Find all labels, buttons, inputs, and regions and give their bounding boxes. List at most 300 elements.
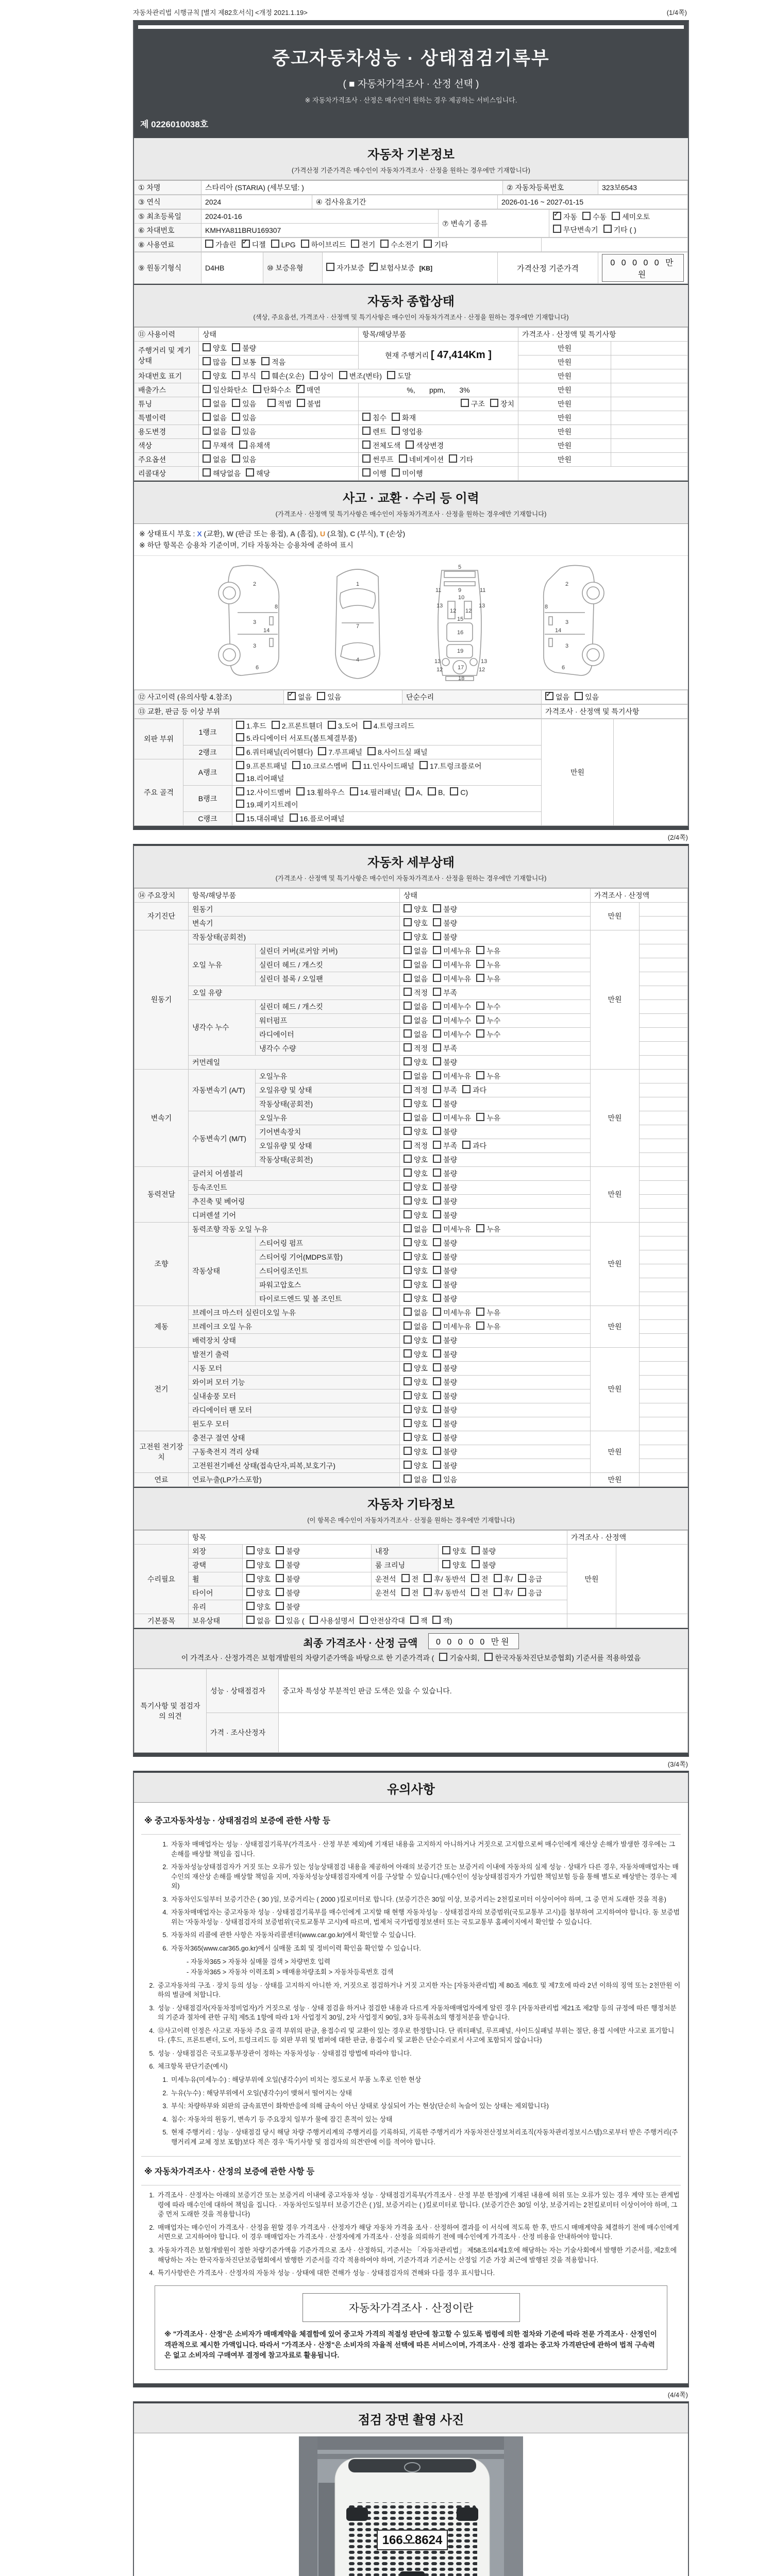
row-label: 단순수리 (402, 690, 542, 704)
checkbox (404, 1099, 412, 1107)
item-label: 보유상태 (189, 1614, 243, 1628)
checkbox (419, 761, 428, 769)
notice-item (155, 1930, 681, 1940)
checkbox-label: 상이 (320, 372, 334, 380)
checkbox-label: 잭 (420, 1616, 428, 1625)
notice-item-number: 2. (149, 1981, 155, 1989)
checkbox-label: 일산화탄소 (213, 386, 248, 394)
table-row (135, 1669, 688, 1713)
notice-item-text: 현재 주행거리 : 성능 · 상태점검 당시 해당 차량 주행거리계의 주행거리를 기록하되, 기록한 주행거리가 자동차전산정보처리조직(자동차관리정보시스템)으로부터 받은 주행거리(주행거리계 교체 정보 포함)보다 적은 경우 '특기사항 및 점검자의 의견'란에 이를 적어야 합니다. (171, 2128, 678, 2146)
svg-text:8: 8 (274, 603, 278, 610)
checkbox (404, 1419, 412, 1427)
checkbox (432, 1616, 441, 1624)
notice-item-text: 자동차성능상태점검자가 거짓 또는 오류가 있는 성능상태점검 내용을 제공하여 아래의 보증기간 또는 보증거리 이내에 자동차의 실제 성능 · 상태가 다른 경우, 자동차매매업자는 매수인의 재산상 손해를 배상할 책임을 지며, 자동차성능상태점검자에게 이를 구상할 수 있습니다.(매수인이 성능상태점검자가 가입한 책임보험 등을 통해 별도로 배상받는 경우는 제외) (171, 1863, 679, 1890)
checkbox-label: 불량 (443, 1447, 458, 1456)
notice-item-text: 중고자동차의 구조 · 장치 등의 성능 · 상태를 고지하지 아니한 자, 거짓으로 점검하거나 거짓 고지한 자는 [자동차관리법] 제 80조 제6호 및 제7호에 따라 2년 이하의 징역 또는 2천만원 이하의 벌금에 처합니다. (158, 1981, 681, 1999)
base-price-value: 0 0 0 0 0 만원 (602, 254, 684, 282)
title-stripe (138, 25, 684, 29)
item-label: 스티어링 펌프 (256, 1236, 400, 1250)
item-label: 시동 모터 (189, 1361, 400, 1375)
checkbox (476, 1308, 484, 1316)
checkbox-label: 양호 (414, 1239, 428, 1247)
checkbox-label: 적정 (414, 1086, 428, 1094)
checkbox (433, 1252, 441, 1260)
reg-no-value: 323보6543 (598, 181, 688, 195)
car-side-left-diagram (201, 561, 299, 682)
checkbox (476, 974, 484, 982)
checkbox (410, 1616, 418, 1624)
table-row (135, 397, 688, 411)
page-meta (133, 0, 687, 20)
checkbox-label: 누수 (486, 1002, 501, 1011)
item-group-label: 작동상태 (189, 1236, 256, 1306)
svg-text:3: 3 (253, 642, 256, 649)
checkbox-label: 없음 (414, 1225, 428, 1233)
car-name-value: 스타리아 (STARIA) (세부모델: ) (201, 181, 503, 195)
text: / 동반석 (441, 1588, 466, 1597)
checkbox (433, 1127, 441, 1135)
final-price-band (134, 1628, 688, 1669)
doc-subtitle: ( ■ 자동차가격조사 · 산정 선택 ) (343, 79, 479, 90)
state-options (400, 1292, 591, 1306)
state-options (400, 1013, 591, 1027)
notice-item-number: 4. (162, 2115, 168, 2123)
svg-text:13: 13 (436, 602, 443, 609)
checkbox-label: 누유 (486, 946, 501, 955)
checkbox-label: LPG (281, 241, 296, 249)
col-header (135, 1530, 189, 1544)
row-label: 기본품목 (135, 1614, 189, 1628)
checkbox (433, 988, 441, 996)
checkbox-label: 불량 (482, 1561, 496, 1569)
checkbox-label: 전 (481, 1588, 489, 1597)
checkbox-label: 양호 (414, 1058, 428, 1066)
notice-item (170, 1957, 681, 1967)
checkbox (433, 1071, 441, 1079)
checkbox (518, 1574, 526, 1582)
checkbox-label: 불량 (443, 905, 458, 913)
checkbox-label: 과다 (473, 1141, 487, 1150)
legend-note: ※ 하단 항목은 승용차 기준이며, 기타 자동차는 승용차에 준하여 표시 (139, 541, 354, 550)
checkbox (603, 225, 612, 233)
checkbox-label: 보험사보증 (380, 264, 415, 272)
checkbox (261, 371, 270, 379)
checkbox-label: 화재 (402, 414, 416, 422)
checkbox (404, 974, 412, 982)
price-unit: 만원 (591, 1166, 640, 1222)
section-detail-subtitle: (가격조사 · 산정액 및 특기사항은 매수인이 자동차가격조사 · 산정을 원하는 경우에만 기재합니다) (275, 874, 547, 882)
empty-cell (542, 238, 688, 252)
color-parts (359, 439, 518, 453)
opinion-table (134, 1669, 688, 1753)
checkbox (276, 1616, 284, 1624)
item-label: 실린더 헤드 / 개스킷 (256, 999, 400, 1013)
table-row (135, 1713, 688, 1753)
checkbox-label: 18.리어패널 (246, 774, 284, 783)
notice-item-text: - 자동차365 > 자동차 실매물 검색 > 차량번호 입력 (187, 1957, 331, 1965)
checkbox (404, 1168, 412, 1177)
checkbox (433, 1335, 441, 1344)
state-options (400, 1166, 591, 1180)
item-label: 충전구 절연 상태 (189, 1431, 400, 1445)
notice-item-text: 자동차365(www.car365.go.kr)에서 실매물 조회 및 정비이력 확인을 확인할 수 있습니다. (171, 1944, 421, 1952)
notice-item-text: 자동차가격은 보험개발원이 정한 차량기준가액을 기준가격으로 조사 · 산정하되, 기준서는 「자동차관리법」 제58조의4제1호에 해당하는 자는 기술사회에서 발행한 기준서를, 제2호에 해당하는 자는 한국자동차진단보증협회에서 발행한 기준서를 각각 적용하여야 하며, 기준가격과 기준서는 산정일 기준 가장 최근에 발행된 것을 적용합니다. (158, 2246, 677, 2264)
svg-text:5: 5 (458, 564, 461, 570)
price-blank (640, 1194, 688, 1208)
item-label: 배력장치 상태 (189, 1333, 400, 1347)
svg-text:10: 10 (458, 594, 464, 601)
item-label: 고전원전기배선 상태(접속단자,피복,보호기구) (189, 1459, 400, 1472)
price-unit: 만원 (518, 383, 611, 397)
notice-item-text: ⑫사고이력 인정은 사고로 자동차 주요 골격 부위의 판금, 용접수리 및 교환이 있는 경우로 한정합니다. 단 쿼터패널, 루프패널, 사이드실패널 부위는 절단, 용접 시에만 사고로 표기합니다. (후드, 프론트펜더, 도어, 트렁크리드 등 외판 부위 및 범퍼에 대한 판금, 용접수리 및 교환은 단순수리로서 사고에 포함되지 않습니다) (158, 2026, 675, 2044)
device-label: 자기진단 (135, 902, 189, 930)
checkbox-label: 과다 (473, 1086, 487, 1094)
transmission-group-2 (553, 225, 684, 235)
svg-text:14: 14 (554, 627, 561, 634)
rankA-line2 (236, 773, 537, 784)
row-label: 특기사항 및 점검자의 의견 (135, 1669, 207, 1753)
checkbox (261, 357, 270, 365)
checkbox-label: 자가보증 (337, 264, 365, 272)
main-option-options (199, 453, 359, 467)
item-group-label: 수동변속기 (M/T) (189, 1111, 256, 1166)
checkbox-label: 미이행 (402, 469, 423, 478)
checkbox-label: 양호 (414, 1127, 428, 1136)
checkbox-label: 10.크로스멤버 (303, 761, 348, 770)
tire-positions (372, 1586, 567, 1600)
svg-text:13: 13 (434, 658, 441, 665)
state-options (400, 1139, 591, 1153)
checkbox-label: 양호 (414, 1419, 428, 1428)
item-label: 타이로드엔드 및 볼 조인트 (256, 1292, 400, 1306)
price-blank (640, 1236, 688, 1250)
state-options (400, 972, 591, 986)
checkbox (203, 440, 211, 449)
checkbox (236, 721, 244, 729)
checkbox (236, 761, 244, 769)
checkbox (490, 399, 498, 407)
checkbox (433, 1377, 441, 1385)
checkbox-label: 있음 (242, 455, 257, 464)
text: 운전석 (375, 1574, 396, 1583)
checkbox-label: 탄화수소 (263, 386, 291, 394)
price-blank (611, 383, 688, 397)
checkbox (350, 787, 358, 795)
checkbox-label: 불량 (286, 1561, 300, 1569)
price-blank (640, 1472, 688, 1486)
car-side-right-diagram (523, 561, 621, 682)
rank1-parts (232, 719, 542, 745)
checkbox (404, 932, 412, 940)
item-label: 와이퍼 모터 기능 (189, 1375, 400, 1389)
state-options (400, 930, 591, 944)
checkbox-label: 전체도색 (373, 442, 401, 450)
section-notice-title: 유의사항 (387, 1783, 435, 1797)
svg-text:1: 1 (356, 581, 359, 587)
checkbox-label: 불량 (482, 1547, 496, 1555)
checkbox-label: 무단변속기 (563, 226, 598, 234)
svg-text:2: 2 (253, 581, 256, 587)
checkbox-label: 색상변경 (416, 442, 444, 450)
rank-label: 1랭크 (183, 719, 232, 745)
price-blank (640, 1222, 688, 1236)
rankB-parts (232, 785, 542, 811)
item-label: 휠 (189, 1572, 243, 1586)
checkbox-label: 응급 (528, 1588, 543, 1597)
price-blank (640, 1097, 688, 1111)
checkbox (404, 1057, 412, 1065)
checkbox-label: 누유 (486, 1308, 501, 1317)
price-unit: 만원 (518, 439, 611, 453)
price-blank (640, 999, 688, 1013)
checkbox (433, 1363, 441, 1371)
text: ) (465, 788, 468, 796)
checkbox (433, 1308, 441, 1316)
checkbox-label: 누유 (486, 1322, 501, 1331)
notice-item-number: 1. (162, 2075, 168, 2083)
checkbox (404, 1294, 412, 1302)
table-row (135, 1544, 688, 1558)
checkbox-label: 양호 (257, 1602, 271, 1611)
simple-repair-options (542, 690, 688, 704)
checkbox-label: 수소전기 (391, 241, 419, 249)
section-overall-title: 자동차 종합상태 (367, 295, 455, 309)
base-price-cell (598, 252, 688, 284)
svg-text:11: 11 (435, 587, 441, 594)
state-options (400, 1375, 591, 1389)
basic-items-state (243, 1614, 567, 1628)
checkbox (246, 1560, 255, 1568)
checkbox (246, 1616, 255, 1624)
checkbox (404, 988, 412, 996)
price-unit: 만원 (518, 369, 611, 383)
field-label: ① 차명 (135, 181, 201, 195)
checkbox-label: 없음 (414, 1308, 428, 1317)
item-label: 유리 (189, 1600, 243, 1614)
item-label: 브레이크 마스터 실린더오일 누유 (189, 1306, 400, 1319)
price-blank (640, 1153, 688, 1166)
checkbox-label: A, (415, 788, 423, 796)
checkbox-label: 6.쿼터패널(리어휀다) (246, 748, 313, 756)
field-label: ⑤ 최초등록일 (135, 210, 201, 224)
checkbox-label: 자동 (563, 213, 578, 221)
table-row (135, 342, 688, 355)
accident-history-options (284, 690, 402, 704)
checkbox-label: 미세누유 (443, 946, 472, 955)
checkbox-label: 한국자동차진단보증협회 (495, 1654, 572, 1663)
state-options (400, 1236, 591, 1250)
page-1 (133, 20, 689, 830)
item-label: 워터펌프 (256, 1013, 400, 1027)
checkbox (404, 1238, 412, 1246)
checkbox (318, 747, 326, 755)
checkbox-checked (242, 240, 250, 248)
legend-symbol: U (320, 530, 326, 538)
checkbox-label: 세미오토 (622, 213, 650, 221)
state-options (400, 999, 591, 1013)
checkbox-label: 양호 (257, 1588, 271, 1597)
price-blank (640, 1180, 688, 1194)
checkbox (236, 787, 244, 795)
checkbox (276, 1574, 284, 1582)
item-label: 실린더 헤드 / 개스킷 (256, 958, 400, 972)
checkbox (404, 1015, 412, 1024)
checkbox (392, 427, 400, 435)
row-label: ⑬ 교환, 판금 등 이상 부위 (135, 704, 542, 718)
checkbox-label: 양호 (213, 372, 227, 380)
col-header: 상태 (400, 888, 591, 902)
state-options (400, 1111, 591, 1125)
checkbox-label: 있음 (242, 414, 257, 422)
item-label: 추진축 및 베어링 (189, 1194, 400, 1208)
field-label: ⑩ 보증유형 (263, 252, 323, 284)
item-label: 오일유량 및 상태 (256, 1083, 400, 1097)
notice-item-text: 성능 · 상태점검자(자동차정비업자)가 거짓으로 성능 · 상태 점검을 하거나 점검한 내용과 다르게 자동차매매업자에게 알린 경우 [자동차관리법 제21조 제2항 등의 규정에 따른 행정처분의 기준과 절차에 관한 규칙] 제5조 1항에 따라 1차 사업정지 30일, 2차 사업정지 90일, 3차 등록취소의 행정처분을 받습니다. (158, 2004, 677, 2022)
checkbox (433, 904, 441, 912)
checkbox (339, 371, 347, 379)
checkbox (442, 1546, 450, 1554)
price-blank (611, 369, 688, 383)
checkbox (476, 1321, 484, 1330)
notice-item-text: 가격조사 · 산정자는 아래의 보증기간 또는 보증거리 이내에 중고자동차 성능 · 상태점검기록부(가격조사 · 산정 부분 한정)에 기재된 내용에 허위 또는 오류가 있는 경우 계약 또는 관계법령에 따라 매수인에 대하여 책임을 집니다. · 자동차인도일부터 보증기간은 ( )일, 보증거리는 ( )킬로미터로 합니다. (보증기간은 30일 이상, 보증거리는 2천킬로미터 이상이어야 하며, 그 중 먼저 도래한 것을 적용합니다) (158, 2191, 680, 2218)
checkbox (360, 1616, 368, 1624)
checkbox-label: 매연 (306, 386, 321, 394)
checkbox-label: 하이브리드 (311, 241, 346, 249)
table-row (135, 453, 688, 467)
text: / 동반석 (441, 1574, 466, 1583)
state-symbol-legend (134, 524, 688, 556)
detail-row (135, 1472, 688, 1486)
checkbox (401, 1588, 410, 1596)
notice-item-number: 2. (149, 2223, 155, 2231)
checkbox-label: 해당 (256, 469, 271, 478)
checkbox-label: 양호 (414, 1280, 428, 1289)
legend-symbol: X (197, 530, 202, 538)
checkbox-label: 불량 (443, 1419, 458, 1428)
transmission-group-1 (553, 212, 684, 222)
checkbox-label: 불량 (443, 933, 458, 941)
checkbox (404, 1308, 412, 1316)
price-blank (640, 1013, 688, 1027)
checkbox (232, 427, 240, 435)
checkbox (380, 240, 389, 248)
checkbox (433, 974, 441, 982)
checkbox-label: 양호 (414, 1392, 428, 1400)
tuning-parts (359, 397, 518, 411)
notice-item (155, 2102, 681, 2111)
checkbox-label: 전 (481, 1574, 489, 1583)
notice-item (155, 2115, 681, 2125)
checkbox-label: 미세누수 (443, 1016, 472, 1025)
checkbox (236, 814, 244, 822)
checkbox-label: 영업용 (402, 428, 423, 436)
checkbox (362, 454, 371, 463)
section-detail-header (134, 846, 688, 888)
checkbox-label: 불량 (443, 1350, 458, 1359)
checkbox-label: 없음 (213, 455, 227, 464)
checkbox (404, 1405, 412, 1413)
checkbox (433, 1461, 441, 1469)
rank-label: A랭크 (183, 759, 232, 785)
notice-item-number: 5. (162, 1931, 168, 1939)
price-blank (611, 342, 688, 355)
notice-item-text: 자동차 매매업자는 성능 · 상태점검기록부(가격조사 · 산정 부분 제외)에 기재된 내용을 고지하지 아니하거나 거짓으로 고지함으로써 매수인에게 재산상 손해가 발생한 경우에는 그 손해를 배상할 책임을 집니다. (171, 1840, 676, 1858)
text: ( (398, 788, 400, 796)
recall-parts (359, 467, 518, 481)
checkbox-label: 양호 (414, 1294, 428, 1303)
checkbox-label: 양호 (414, 1183, 428, 1192)
device-label: 제동 (135, 1306, 189, 1347)
checkbox (392, 413, 400, 421)
checkbox-label: 1.후드 (246, 721, 266, 730)
price-blank (611, 411, 688, 425)
section-basic-title: 자동차 기본정보 (367, 148, 455, 162)
current-mileage (359, 342, 518, 369)
checkbox (433, 1141, 441, 1149)
table-row (135, 383, 688, 397)
checkbox (246, 1602, 255, 1610)
checkbox (433, 1057, 441, 1065)
row-label: 튜닝 (135, 397, 199, 411)
checkbox-label: 부족 (443, 1141, 458, 1150)
notice-item-number: 4. (162, 1908, 168, 1917)
checkbox-label: 미세누유 (443, 1225, 472, 1233)
recall-options (199, 467, 359, 481)
checkbox (387, 371, 395, 379)
checkbox-checked (545, 692, 553, 700)
checkbox (301, 240, 309, 248)
page-marker-4: (4/4쪽) (667, 2391, 688, 2399)
price-unit: 만원 (591, 1306, 640, 1347)
checkbox-label: 없음 (213, 400, 227, 408)
checkbox-label: 15.대쉬패널 (246, 814, 284, 823)
checkbox (433, 932, 441, 940)
notice-body (134, 1803, 688, 2383)
checkbox (433, 1349, 441, 1358)
notice-item (170, 1968, 681, 1977)
checkbox (449, 454, 457, 463)
table-row (135, 369, 688, 383)
warranty-provider: [KB] (419, 265, 432, 272)
notice-item (155, 1944, 681, 1954)
price-blank (640, 1445, 688, 1459)
item-label: 커먼레일 (189, 1055, 400, 1069)
appraiser-opinion (279, 1713, 688, 1753)
svg-text:8: 8 (544, 603, 548, 610)
svg-text:6: 6 (255, 664, 259, 671)
checkbox (476, 1071, 484, 1079)
checkbox (253, 385, 261, 393)
fuel-options (201, 238, 542, 252)
transmission-options (549, 210, 688, 238)
checkbox-label: 누수 (486, 1030, 501, 1039)
law-line: 자동차관리법 시행규칙 [별지 제82호서식] <개정 2021.1.19> (133, 9, 308, 16)
checkbox (352, 761, 361, 769)
price-blank (640, 1083, 688, 1097)
col-header: ⑪ 사용이력 (135, 328, 199, 342)
state-options (400, 1333, 591, 1347)
checkbox-label: 없음 (414, 1030, 428, 1039)
current-mileage-value: [ 47,414Km ] (431, 349, 492, 361)
checkbox (232, 413, 240, 421)
checkbox (433, 1447, 441, 1455)
checkbox-label: 불량 (443, 1099, 458, 1108)
checkbox (362, 427, 371, 435)
device-label: 원동기 (135, 930, 189, 1069)
page-2 (133, 844, 689, 1757)
checkbox-label: 3.도어 (338, 721, 358, 730)
section-notice-header (134, 1773, 688, 1803)
